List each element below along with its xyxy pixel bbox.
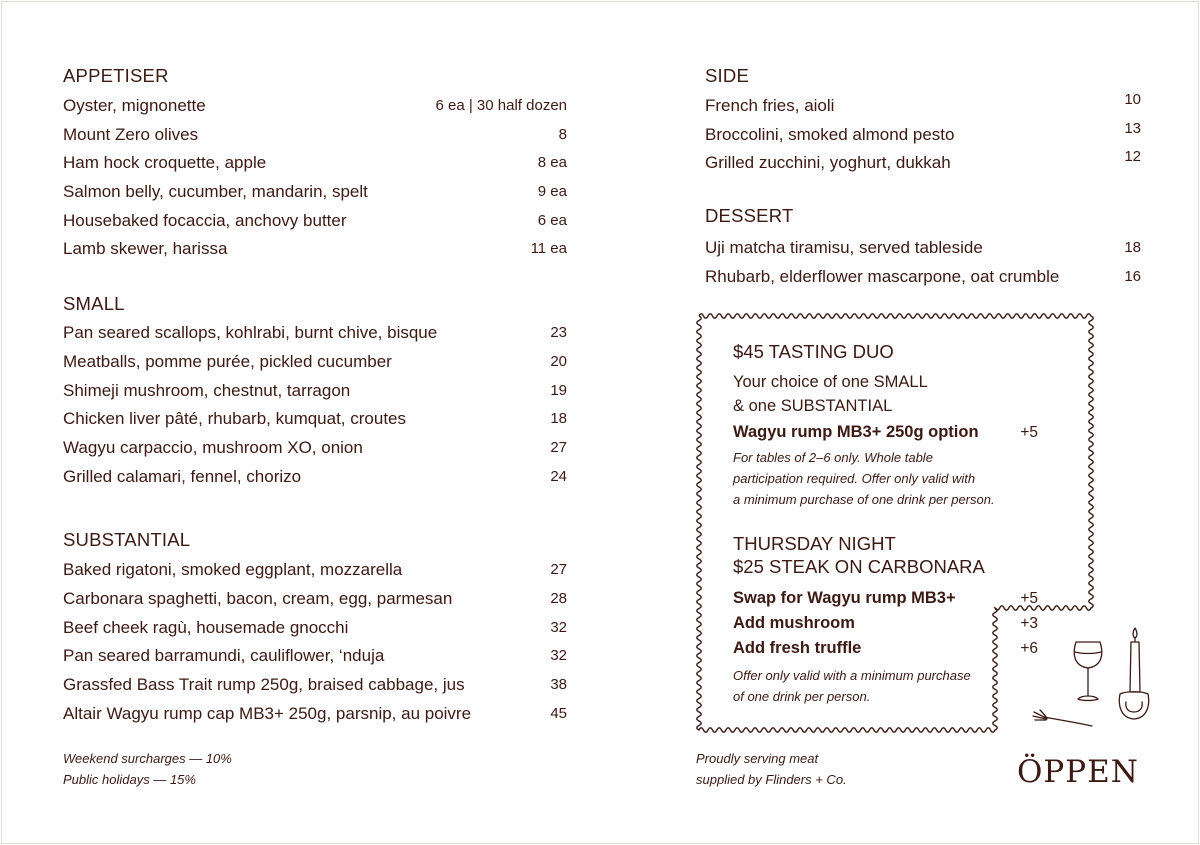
item-name: Altair Wagyu rump cap MB3+ 250g, parsnip, au poivre — [63, 703, 472, 723]
item-name: Lamb skewer, harissa — [63, 239, 228, 259]
supplier-line: Proudly serving meat — [696, 751, 819, 766]
addon-price: +3 — [1020, 615, 1038, 632]
item-price: 28 — [550, 589, 567, 607]
thursday-panel — [733, 532, 1043, 707]
item-price: 20 — [550, 352, 567, 370]
item-price: 27 — [550, 439, 567, 457]
item-name: Baked rigatoni, smoked eggplant, mozzarella — [63, 560, 403, 579]
item-price: 8 — [558, 125, 567, 143]
weekend-surcharge: Weekend surcharges — 10% — [63, 751, 232, 766]
item-name: Broccolini, smoked almond pesto — [705, 124, 955, 144]
item-price: 11 ea — [530, 240, 567, 258]
table-illustration — [1032, 622, 1172, 732]
item-price: 32 — [550, 618, 567, 636]
wagyu-option-price: +5 — [1020, 424, 1038, 441]
menu-item — [705, 119, 1141, 145]
item-name: Ham hock croquette, apple — [63, 153, 267, 173]
item-price: 16 — [1124, 267, 1141, 285]
item-name: Shimeji mushroom, chestnut, tarragon — [63, 380, 351, 400]
item-name: Mount Zero olives — [63, 124, 199, 144]
item-price: 18 — [550, 410, 567, 428]
menu-item — [63, 467, 567, 487]
item-name: Carbonara spaghetti, bacon, cream, egg, parmesan — [63, 588, 453, 608]
surcharge-note — [63, 748, 232, 790]
item-name: Uji matcha tiramisu, served tableside — [705, 238, 983, 257]
substantial-section — [63, 529, 567, 724]
menu-item — [63, 153, 567, 173]
item-price: 12 — [1124, 148, 1141, 166]
item-price: 27 — [550, 561, 567, 578]
menu-item — [63, 125, 567, 145]
dessert-section — [705, 205, 1141, 287]
thursday-title: $25 STEAK ON CARBONARA — [733, 556, 985, 577]
dessert-heading: DESSERT — [705, 205, 794, 226]
item-price: 10 — [1124, 91, 1141, 108]
wagyu-option-row — [733, 420, 1043, 445]
tasting-duo-fine-print: a minimum purchase of one drink per person. — [733, 492, 995, 507]
item-price: 38 — [550, 676, 567, 694]
item-name: Pan seared scallops, kohlrabi, burnt chive, bisque — [63, 323, 438, 342]
menu-item — [63, 438, 567, 458]
tasting-duo-panel — [733, 340, 1043, 510]
menu-item — [63, 646, 567, 666]
tasting-duo-title: $45 TASTING DUO — [733, 341, 894, 362]
menu-item — [63, 211, 567, 231]
item-name: Chicken liver pâté, rhubarb, kumquat, croutes — [63, 409, 407, 429]
menu-item — [63, 323, 567, 343]
fork-icon — [1033, 710, 1092, 726]
addon-row — [733, 636, 1043, 661]
item-name: Oyster, mignonette — [63, 96, 206, 115]
menu-item — [705, 238, 1141, 258]
addon-row — [733, 586, 1043, 611]
item-price: 9 ea — [537, 183, 567, 201]
item-name: Pan seared barramundi, cauliflower, ‘nduja — [63, 646, 385, 666]
thursday-fine-print: of one drink per person. — [733, 689, 871, 704]
menu-item — [63, 560, 567, 580]
item-price: 32 — [550, 647, 567, 665]
supplier-line: supplied by Flinders + Co. — [696, 772, 847, 787]
item-name: Meatballs, pomme purée, pickled cucumber — [63, 351, 392, 371]
menu-item — [63, 618, 567, 638]
candle-icon — [1119, 628, 1148, 719]
item-price: 24 — [550, 467, 567, 485]
menu-item — [63, 96, 567, 116]
addon-row — [733, 611, 1043, 636]
addon-label: Swap for Wagyu rump MB3+ — [733, 589, 956, 607]
menu-item — [63, 409, 567, 429]
item-price: 18 — [1124, 239, 1141, 256]
item-name: Beef cheek ragù, housemade gnocchi — [63, 617, 349, 637]
menu-item — [63, 352, 567, 372]
appetiser-heading: APPETISER — [63, 65, 169, 86]
side-section — [705, 65, 1141, 173]
menu-item — [63, 182, 567, 202]
addon-price: +6 — [1020, 640, 1038, 657]
item-price: 23 — [550, 324, 567, 341]
item-price: 13 — [1124, 119, 1141, 137]
item-price: 45 — [550, 704, 567, 722]
wine-glass-icon — [1074, 642, 1102, 701]
menu-item — [63, 381, 567, 401]
side-heading: SIDE — [705, 65, 749, 86]
addon-price: +5 — [1020, 590, 1038, 607]
item-name: Rhubarb, elderflower mascarpone, oat crumble — [705, 266, 1060, 286]
item-name: Salmon belly, cucumber, mandarin, spelt — [63, 182, 368, 202]
addon-label: Add fresh truffle — [733, 639, 862, 657]
menu-item — [63, 589, 567, 609]
menu-item — [63, 675, 567, 695]
menu-item — [63, 704, 567, 724]
holiday-surcharge: Public holidays — 15% — [63, 772, 196, 787]
item-name: Grilled zucchini, yoghurt, dukkah — [705, 153, 951, 173]
thursday-title: THURSDAY NIGHT — [733, 533, 896, 554]
substantial-heading: SUBSTANTIAL — [63, 529, 191, 550]
item-name: French fries, aioli — [705, 96, 835, 115]
oppen-logo: ÖPPEN — [1017, 754, 1139, 790]
small-section — [63, 293, 567, 487]
menu-item — [705, 148, 1141, 173]
small-heading: SMALL — [63, 293, 125, 314]
item-name: Grassfed Bass Trait rump 250g, braised cabbage, jus — [63, 675, 465, 695]
tasting-duo-fine-print: participation required. Offer only valid with — [733, 471, 976, 486]
wagyu-option-label: Wagyu rump MB3+ 250g option — [733, 423, 979, 441]
item-name: Housebaked focaccia, anchovy butter — [63, 210, 347, 230]
menu-page — [1, 1, 1199, 844]
menu-item — [63, 239, 567, 259]
appetiser-section — [63, 65, 567, 259]
item-name: Grilled calamari, fennel, chorizo — [63, 466, 302, 486]
item-price: 6 ea — [537, 211, 567, 229]
item-price: 8 ea — [537, 154, 567, 172]
item-price: 6 ea | 30 half dozen — [435, 97, 567, 114]
item-name: Wagyu carpaccio, mushroom XO, onion — [63, 438, 363, 458]
tasting-duo-fine-print: For tables of 2–6 only. Whole table — [733, 450, 933, 465]
supplier-note — [696, 748, 847, 790]
tasting-duo-line: Your choice of one SMALL — [733, 373, 928, 391]
thursday-fine-print: Offer only valid with a minimum purchase — [733, 668, 971, 683]
item-price: 19 — [550, 381, 567, 399]
addon-label: Add mushroom — [733, 614, 855, 632]
menu-item — [705, 91, 1141, 116]
menu-item — [705, 267, 1141, 287]
tasting-duo-line: & one SUBSTANTIAL — [733, 397, 893, 415]
